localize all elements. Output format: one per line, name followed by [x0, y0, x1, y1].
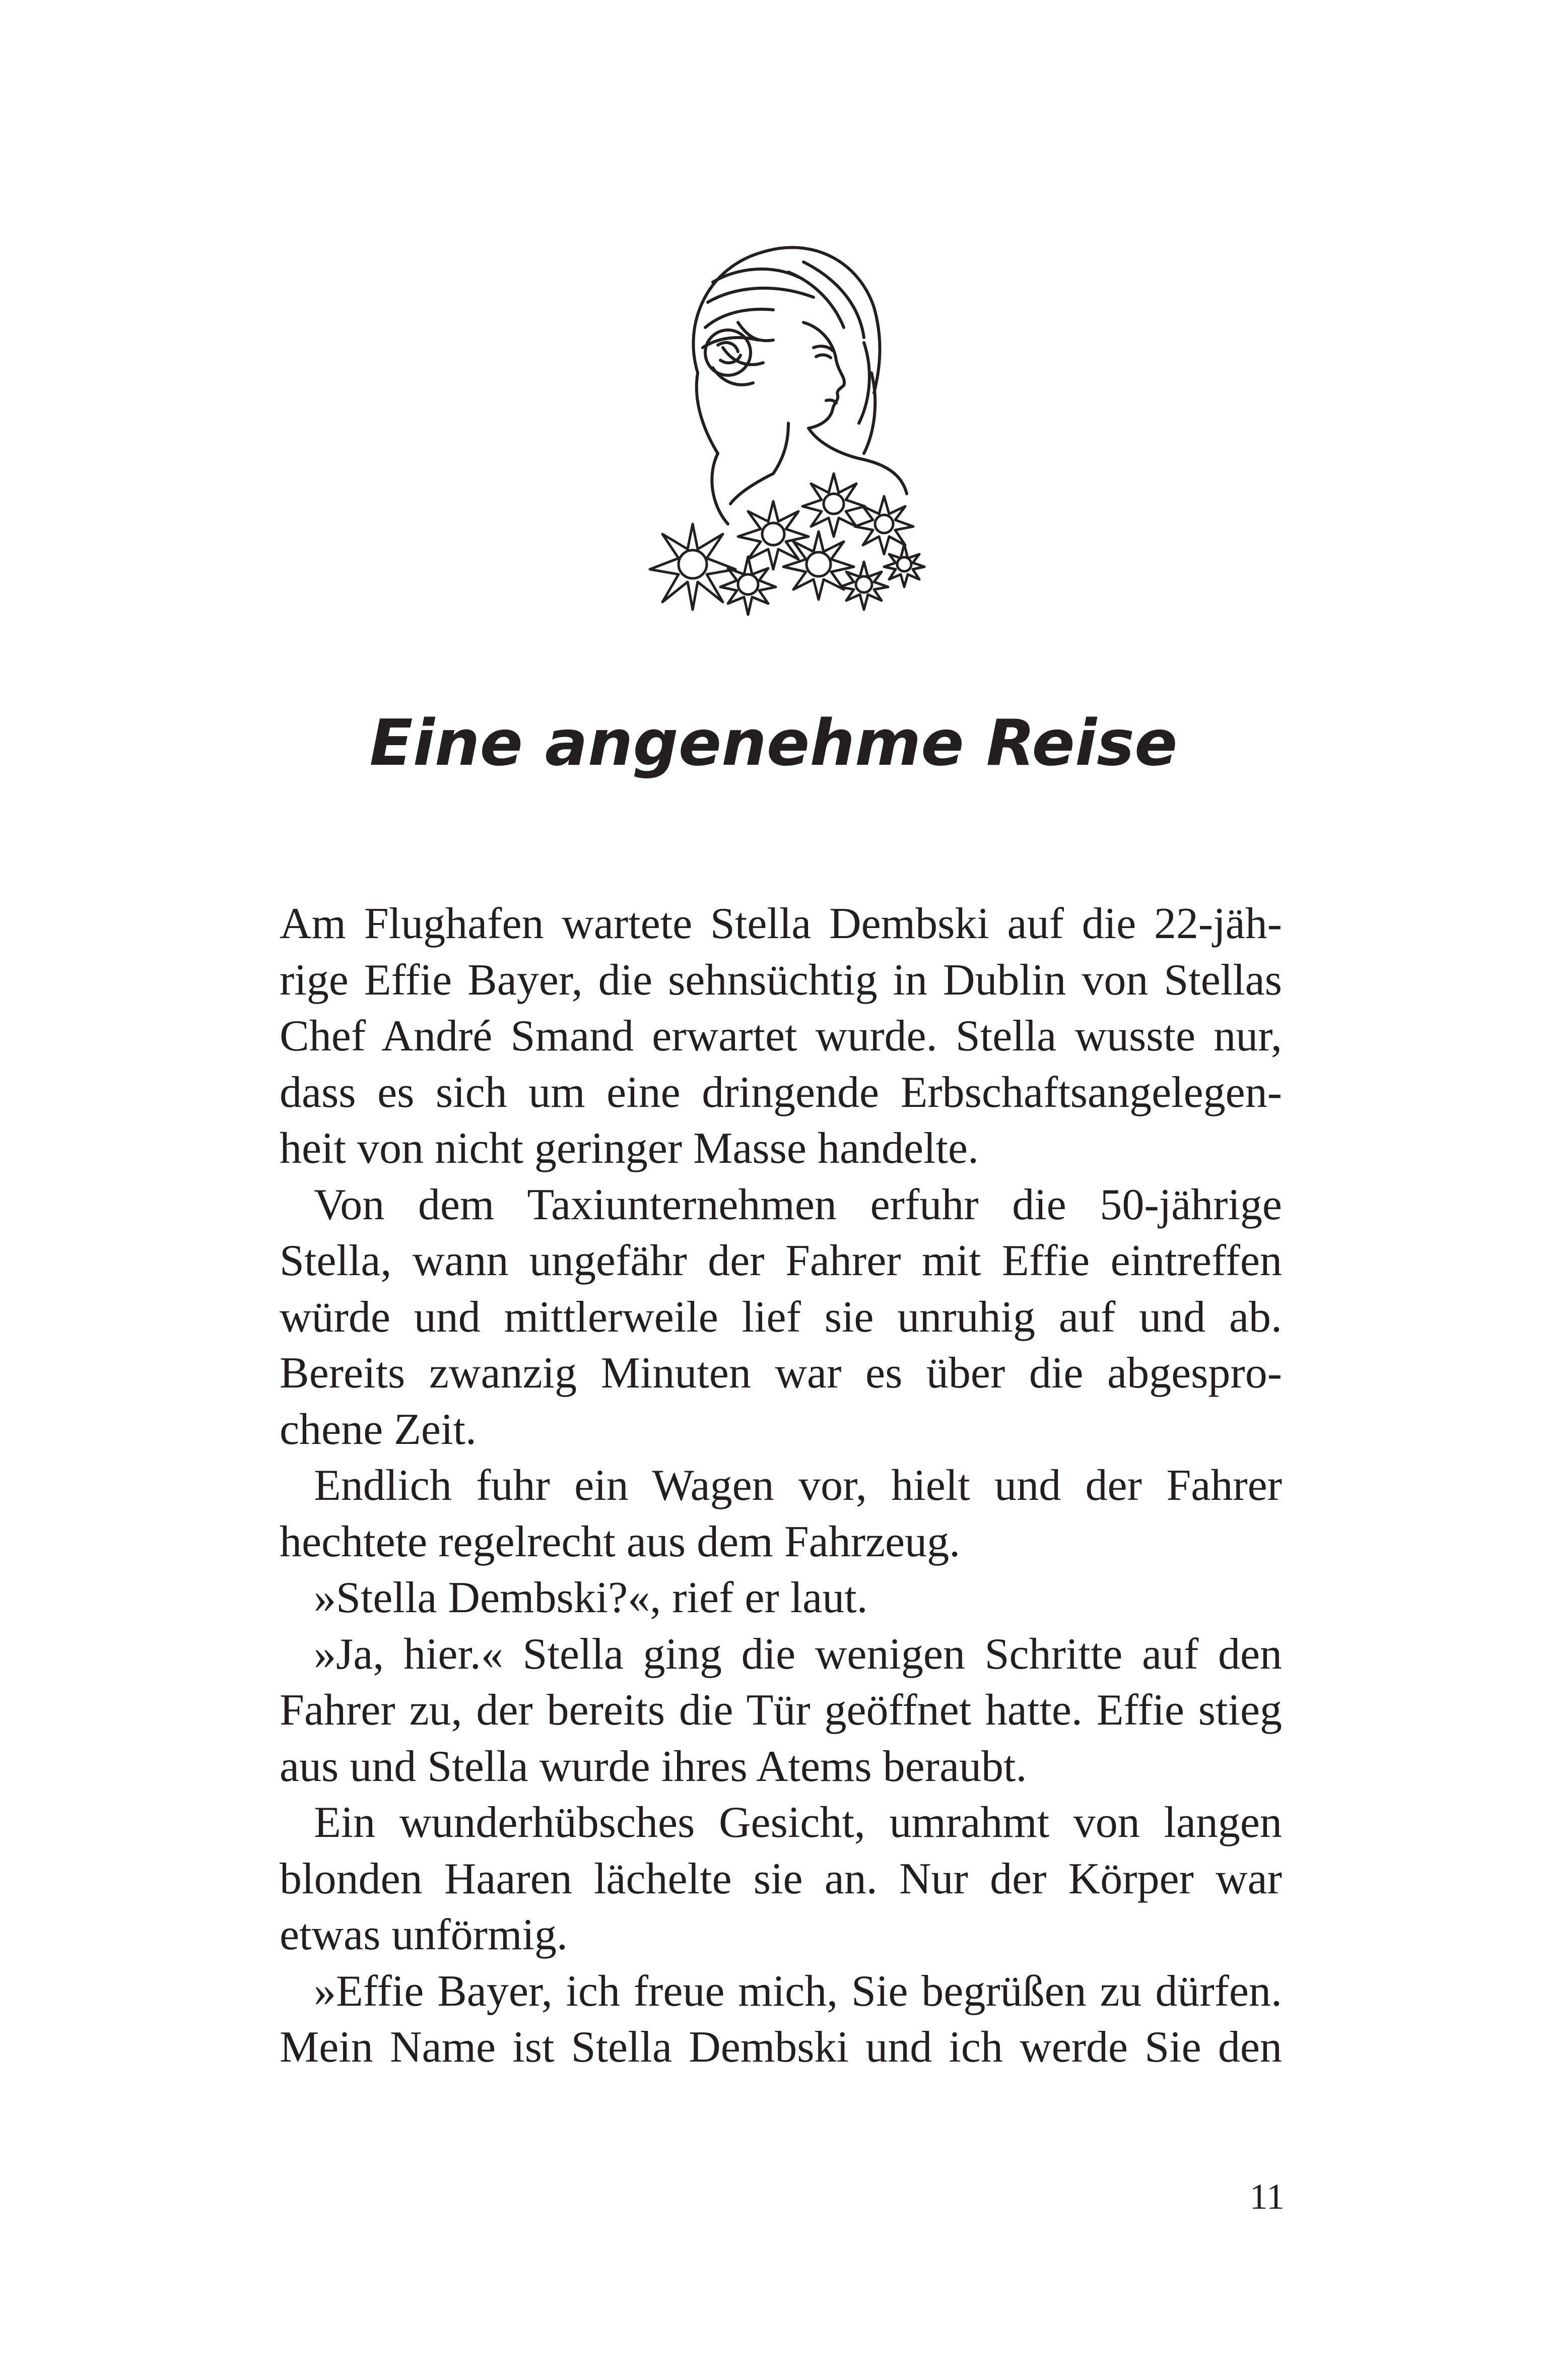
- text-line: heit von nicht geringer Masse handelte.: [280, 1124, 979, 1173]
- text-line: blonden Haaren lächelte sie an. Nur der Körper war: [280, 1854, 1282, 1903]
- text-line: Am Flughafen wartete Stella Dembski auf die 22-jäh-: [280, 899, 1282, 948]
- text-line: »Stella Dembski?«, rief er laut.: [314, 1573, 868, 1622]
- text-line: dass es sich um eine dringende Erbschaftsangelegen-: [280, 1068, 1282, 1117]
- text-line: »Effie Bayer, ich freue mich, Sie begrüßen zu dürfen.: [314, 1966, 1282, 2016]
- text-line: rige Effie Bayer, die sehnsüchtig in Dublin von Stellas: [280, 955, 1282, 1005]
- text-line: würde und mittlerweile lief sie unruhig auf und ab.: [280, 1292, 1282, 1342]
- text-line: Fahrer zu, der bereits die Tür geöffnet hatte. Effie stieg: [280, 1686, 1282, 1735]
- text-line: Chef André Smand erwartet wurde. Stella wusste nur,: [280, 1012, 1282, 1061]
- text-line: etwas unförmig.: [280, 1910, 568, 1959]
- text-line: hechtete regelrecht aus dem Fahrzeug.: [280, 1517, 961, 1566]
- body-text: [280, 896, 1282, 2076]
- text-line: Endlich fuhr ein Wagen vor, hielt und der Fahrer: [314, 1461, 1282, 1510]
- text-line: aus und Stella wurde ihres Atems beraubt.: [280, 1742, 1027, 1791]
- text-line: Von dem Taxiunternehmen erfuhr die 50-jährige: [314, 1180, 1282, 1229]
- text-line: chene Zeit.: [280, 1405, 477, 1454]
- text-line: Ein wunderhübsches Gesicht, umrahmt von langen: [314, 1798, 1282, 1847]
- text-line: Bereits zwanzig Minuten war es über die abgespro-: [280, 1349, 1282, 1398]
- page-number: 11: [1249, 2176, 1285, 2217]
- text-line: Stella, wann ungefähr der Fahrer mit Effie eintreffen: [280, 1236, 1282, 1285]
- text-line: »Ja, hier.« Stella ging die wenigen Schritte auf den: [314, 1629, 1282, 1679]
- text-line: Mein Name ist Stella Dembski und ich werde Sie den: [280, 2023, 1282, 2072]
- chapter-title: Eine angenehme Reise: [369, 706, 1178, 780]
- woman-with-flowers-icon: [622, 222, 934, 645]
